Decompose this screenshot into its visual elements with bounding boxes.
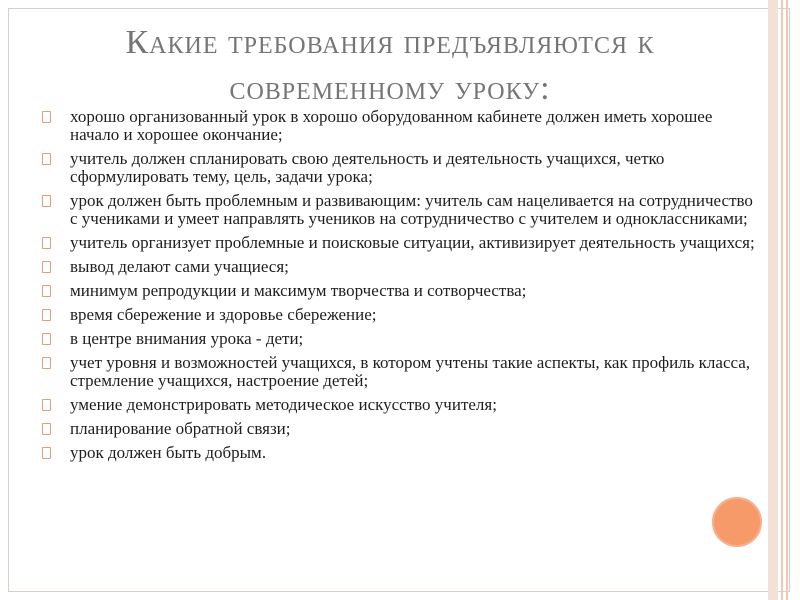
list-item-text: в центре внимания урока - дети; bbox=[70, 329, 304, 348]
list-item-text: урок должен быть проблемным и развивающим: учитель сам нацеливается на сотрудничество с учениками и умеет направлять учеников на сотрудничество с учителем и одноклассниками; bbox=[70, 191, 753, 228]
bullet-square-icon bbox=[42, 195, 51, 207]
list-item bbox=[40, 420, 762, 438]
list-item bbox=[40, 258, 762, 276]
list-item bbox=[40, 444, 762, 462]
decorative-orange-circle bbox=[712, 497, 762, 547]
slide-title bbox=[40, 20, 740, 112]
bullet-square-icon bbox=[42, 333, 51, 345]
list-item bbox=[40, 396, 762, 414]
list-item-text: время сбережение и здоровье сбережение; bbox=[70, 305, 377, 324]
list-item bbox=[40, 108, 762, 144]
list-item-text: планирование обратной связи; bbox=[70, 419, 291, 438]
list-item bbox=[40, 306, 762, 324]
bullet-square-icon bbox=[42, 153, 51, 165]
requirements-list bbox=[40, 108, 762, 468]
bullet-square-icon bbox=[42, 237, 51, 249]
decorative-side-line bbox=[786, 0, 788, 600]
list-item-text: учитель организует проблемные и поисковые ситуации, активизирует деятельность учащихся; bbox=[70, 233, 755, 252]
list-item-text: вывод делают сами учащиеся; bbox=[70, 257, 289, 276]
bullet-square-icon bbox=[42, 423, 51, 435]
list-item-text: минимум репродукции и максимум творчества и сотворчества; bbox=[70, 281, 527, 300]
slide-title-line-1: Какие требования предъявляются к bbox=[125, 24, 655, 61]
bullet-square-icon bbox=[42, 447, 51, 459]
list-item bbox=[40, 234, 762, 252]
list-item-text: учитель должен спланировать свою деятельность и деятельность учащихся, четко сформулировать тему, цель, задачи урока; bbox=[70, 149, 665, 186]
list-item bbox=[40, 150, 762, 186]
bullet-square-icon bbox=[42, 285, 51, 297]
list-item bbox=[40, 330, 762, 348]
bullet-square-icon bbox=[42, 309, 51, 321]
bullet-square-icon bbox=[42, 357, 51, 369]
list-item-text: хорошо организованный урок в хорошо оборудованном кабинете должен иметь хорошее начало и хорошее окончание; bbox=[70, 107, 713, 144]
decorative-side-bar bbox=[768, 0, 778, 600]
bullet-square-icon bbox=[42, 399, 51, 411]
list-item-text: учет уровня и возможностей учащихся, в котором учтены такие аспекты, как профиль класса, стремление учащихся, настроение детей; bbox=[70, 353, 751, 390]
slide-title-line-2: современному уроку: bbox=[229, 70, 551, 107]
list-item bbox=[40, 354, 762, 390]
list-item bbox=[40, 282, 762, 300]
bullet-square-icon bbox=[42, 261, 51, 273]
list-item-text: умение демонстрировать методическое искусство учителя; bbox=[70, 395, 497, 414]
bullet-square-icon bbox=[42, 111, 51, 123]
list-item bbox=[40, 192, 762, 228]
list-item-text: урок должен быть добрым. bbox=[70, 443, 267, 462]
decorative-side-line bbox=[781, 0, 783, 600]
